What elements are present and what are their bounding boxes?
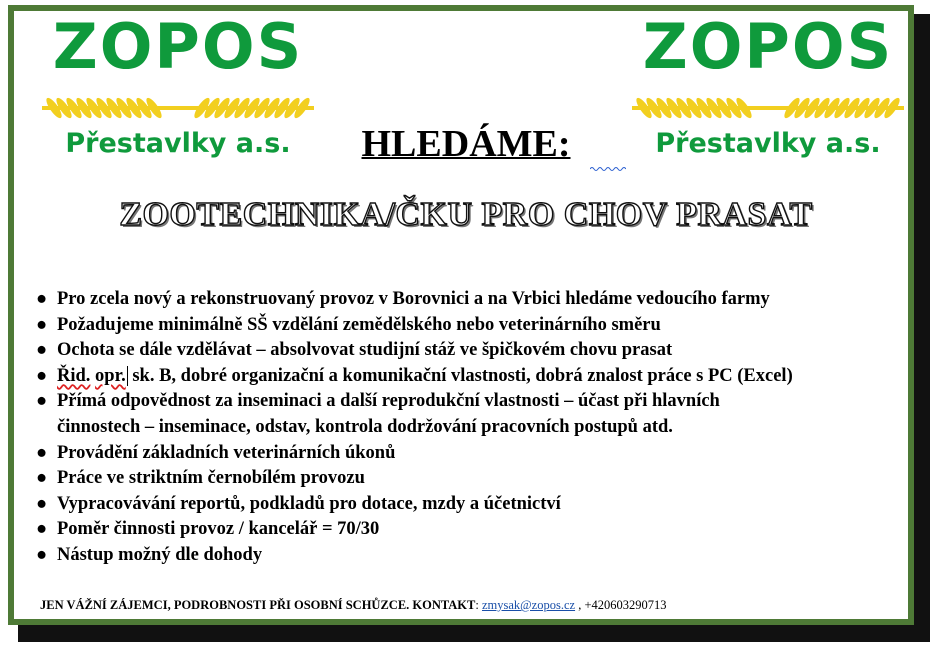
spellcheck-word: opr.	[95, 365, 126, 386]
spellcheck-underline	[590, 166, 626, 172]
wheat-ear-icon	[630, 88, 906, 128]
spellcheck-word: Řid.	[57, 365, 91, 386]
bullet-icon: ●	[36, 314, 48, 335]
list-item: ● Pro zcela nový a rekonstruovaný provoz v Borovnici a na Vrbici hledáme vedoucího farmy	[36, 287, 916, 313]
list-item: ● Přímá odpovědnost za inseminaci a další reprodukční vlastnosti – účast při hlavních činnostech – inseminace, odstav, kontrola dodržování pracovních postupů atd.	[36, 391, 720, 437]
bullet-icon: ●	[36, 365, 48, 386]
job-title: ZOOTECHNIKA/ČKU PRO CHOV PRASAT	[119, 196, 813, 233]
list-item: ● Řid. opr. sk. B, dobré organizační a komunikační vlastnosti, dobrá znalost práce s PC (Excel)	[36, 364, 916, 390]
bullet-icon: ●	[36, 442, 48, 463]
email-link[interactable]: zmysak@zopos.cz	[481, 598, 576, 612]
logo-brand-text: ZOPOS	[52, 10, 304, 83]
footer-lead: JEN VÁŽNÍ ZÁJEMCI, PODROBNOSTI PŘI OSOBNÍ SCHŮZCE. KONTAKT	[40, 598, 476, 612]
logo-brand-text: ZOPOS	[642, 10, 894, 83]
bullet-icon: ●	[36, 544, 48, 565]
logo-subtitle: Přestavlky a.s.	[65, 128, 291, 159]
bullet-icon: ●	[36, 519, 48, 540]
bullet-icon: ●	[36, 493, 48, 514]
list-item: ● Provádění základních veterinárních úkonů	[36, 441, 916, 467]
logo-subtitle: Přestavlky a.s.	[655, 128, 881, 159]
list-item: ● Ochota se dále vzdělávat – absolvovat studijní stáž ve špičkovém chovu prasat	[36, 338, 916, 364]
list-item: ● Nástup možný dle dohody	[36, 543, 916, 569]
contact-footer: JEN VÁŽNÍ ZÁJEMCI, PODROBNOSTI PŘI OSOBNÍ SCHŮZCE. KONTAKT: zmysak@zopos.cz , +420603290713	[40, 598, 667, 612]
page-heading	[0, 124, 932, 166]
requirements-list	[36, 287, 916, 569]
bullet-icon: ●	[36, 340, 48, 361]
bullet-icon: ●	[36, 468, 48, 489]
phone-number: +420603290713	[584, 598, 667, 612]
bullet-icon: ●	[36, 289, 48, 309]
heading-text: HLEDÁME:	[361, 123, 571, 165]
bullet-icon: ●	[36, 391, 48, 412]
list-item: ● Požadujeme minimálně SŠ vzdělání zemědělského nebo veterinárního směru	[36, 313, 916, 339]
wheat-ear-icon	[40, 88, 316, 128]
list-item: ● Vypracovávání reportů, podkladů pro dotace, mzdy a účetnictví	[36, 492, 916, 518]
list-item: ● Práce ve striktním černobílém provozu	[36, 466, 916, 492]
list-item: ● Poměr činnosti provoz / kancelář = 70/30	[36, 517, 916, 543]
